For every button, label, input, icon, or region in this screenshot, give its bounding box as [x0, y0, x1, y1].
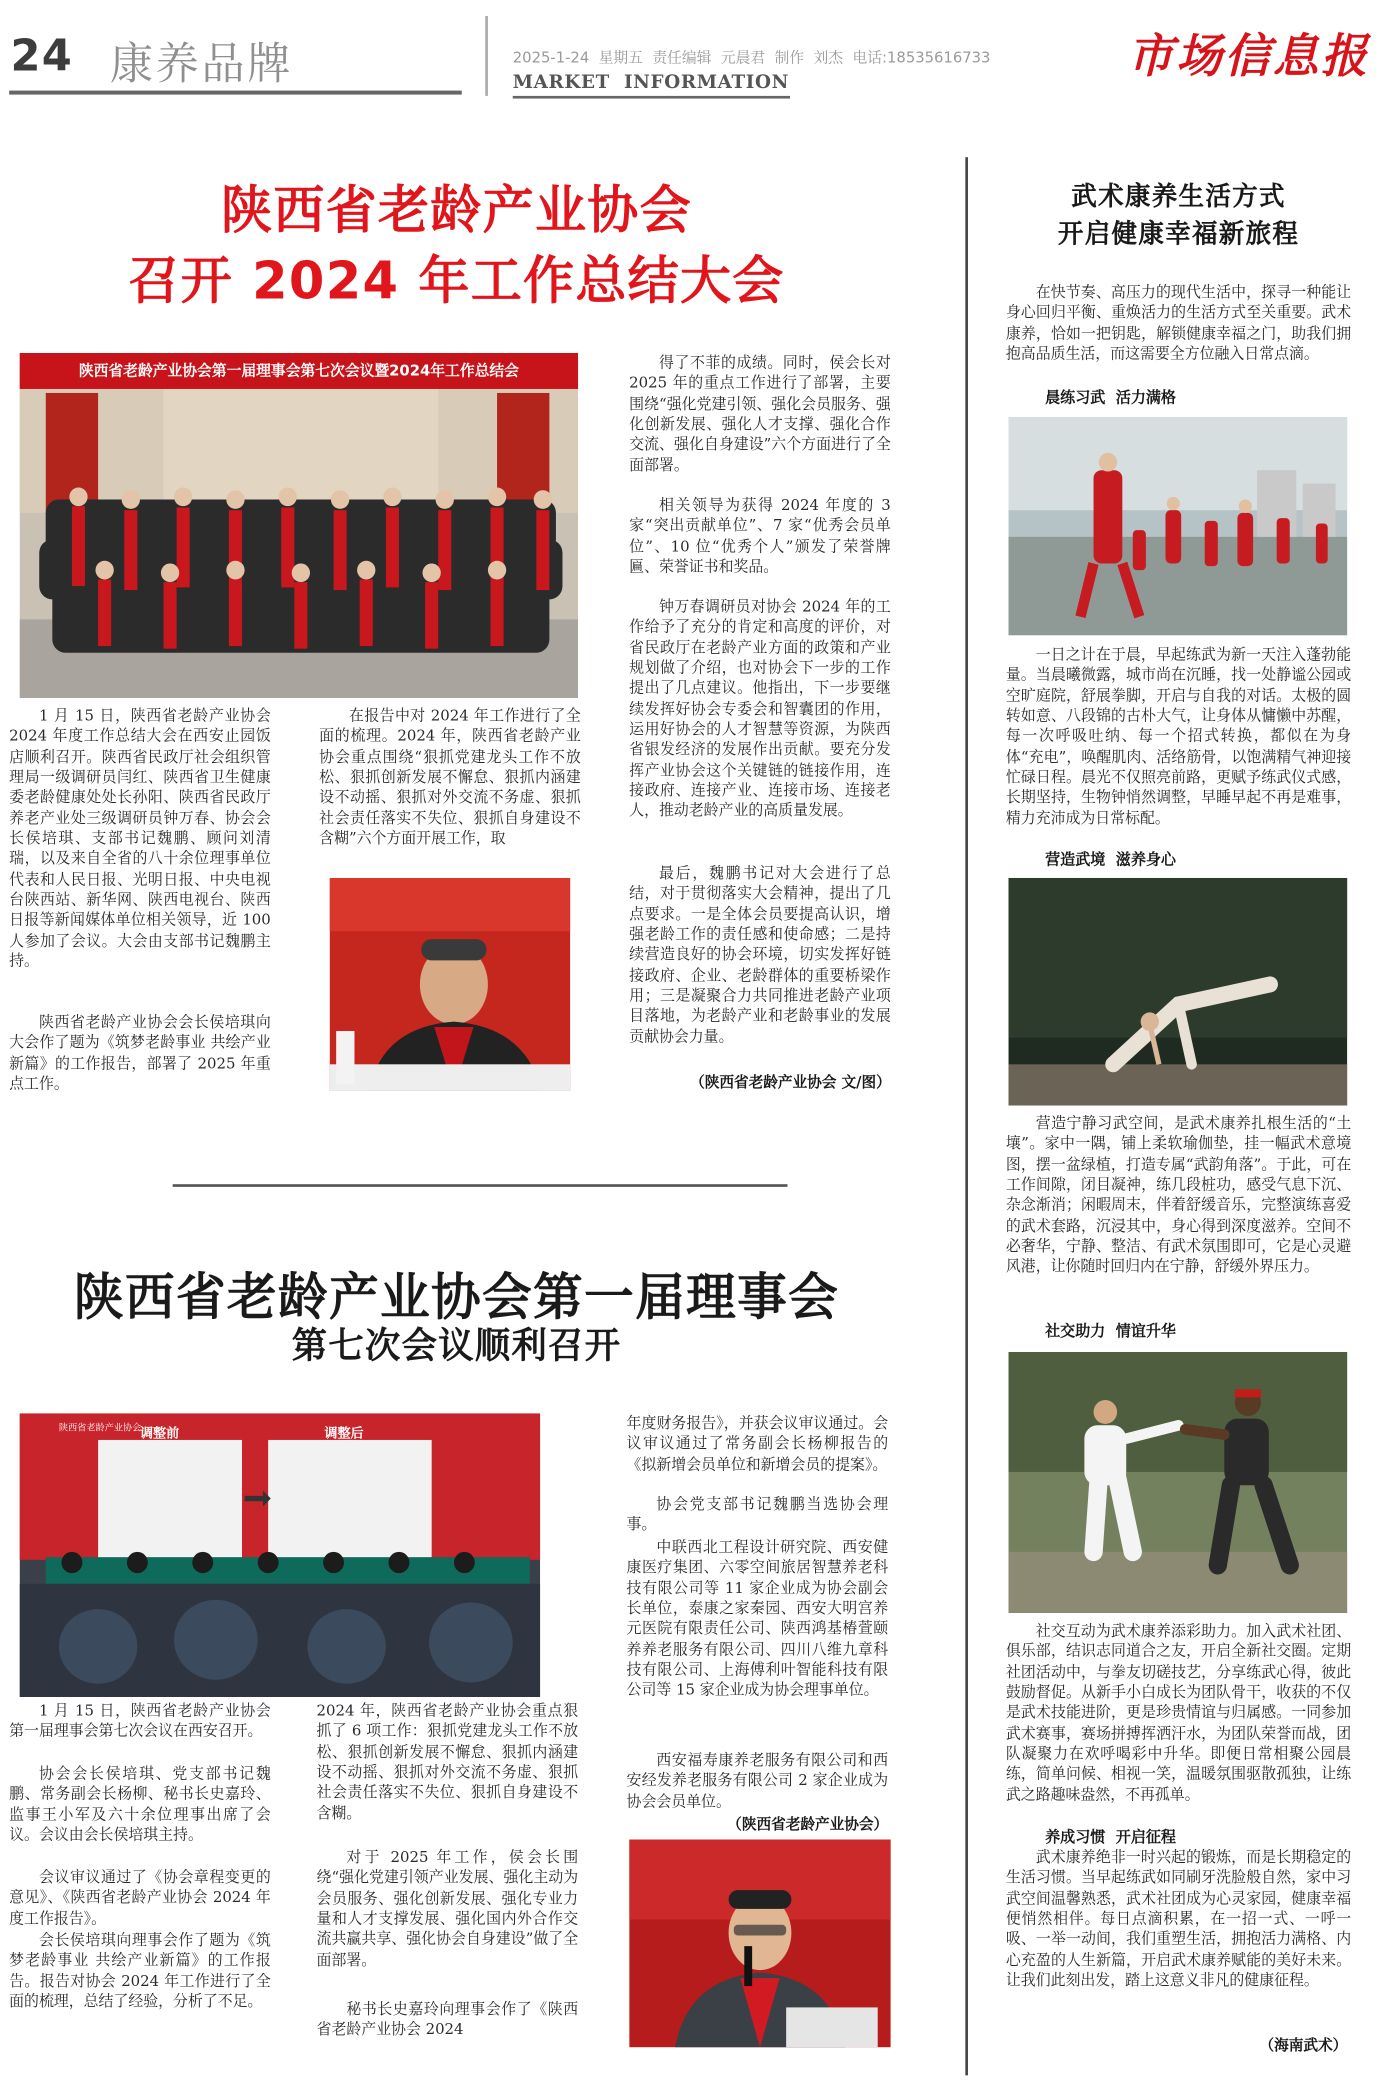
- group-photo: [20, 353, 579, 698]
- article3-subheading-4: 养成习惯 开启征程: [1045, 1827, 1176, 1847]
- section-title: 康养品牌: [109, 37, 294, 90]
- header-english: MARKET INFORMATION: [512, 71, 789, 94]
- article2-paragraph-3: 会议审议通过了《协会章程变更的意见》、《陕西省老龄产业协会 2024 年度工作报告》。: [9, 1867, 271, 1928]
- article1-paragraph-5: 相关领导为获得 2024 年度的 3 家“突出贡献单位”、7 家“优秀会员单位”、10 位“优秀个人”颁发了荣誉牌匾、荣誉证书和奖品。: [629, 495, 891, 576]
- meeting-photo: [20, 1413, 541, 1697]
- article2-credit: （陕西省老龄产业协会）: [727, 1815, 889, 1833]
- article1-paragraph-4: 得了不菲的成绩。同时，侯会长对 2025 年的重点工作进行了部署，主要围绕“强化党建引领、强化会员服务、强化创新发展、强化人才支撑、强化合作交流、强化自身建设”六个方面进行了全面部署。: [629, 352, 891, 474]
- article3-paragraph-4: 武术康养绝非一时兴起的锻炼，而是长期稳定的生活习惯。当早起练武如同刷牙洗脸般自然，家中习武空间温馨熟悉，武术社团成为心灵家园，健康幸福便悄然相伴。每日点滴积累，在一招一式、一呼一吸、一举一动间，我们重塑生活，拥抱活力满格、内心充盈的人生新篇，开启武术康养赋能的美好未来。让我们此刻出发，踏上这意义非凡的健康征程。: [1005, 1847, 1352, 1989]
- screen-left-label: 调整前: [139, 1426, 180, 1442]
- yoga-photo: [1009, 878, 1348, 1106]
- article3-credit: （海南武术）: [1259, 2036, 1348, 2055]
- article2-paragraph-1: 1 月 15 日，陕西省老龄产业协会第一届理事会第七次会议在西安召开。: [9, 1701, 271, 1741]
- header-meta: 2025-1-24 星期五 责任编辑 元晨君 制作 刘杰 电话:18535616733: [512, 49, 991, 67]
- speaker-photo-1: [330, 878, 571, 1091]
- group-photo-banner-text: 陕西省老龄产业协会第一届理事会第七次会议暨2024年工作总结会: [78, 362, 519, 380]
- article2-paragraph-7: 秘书长史嘉玲向理事会作了《陕西省老龄产业协会 2024: [316, 1999, 579, 2039]
- newspaper-logo: 市场信息报: [1127, 29, 1370, 84]
- article3-title-line2: 开启健康幸福新旅程: [1057, 218, 1300, 250]
- article3-subheading-1: 晨练习武 活力满格: [1045, 387, 1176, 407]
- article2-paragraph-11: 西安福寿康养老服务有限公司和西安经发养老服务有限公司 2 家企业成为协会会员单位。: [626, 1750, 889, 1810]
- screen-right-label: 调整后: [324, 1426, 364, 1442]
- group-photo-image: [20, 353, 579, 698]
- header-divider: [485, 16, 488, 96]
- header-right-rule: [513, 96, 790, 99]
- article1-paragraph-1: 1 月 15 日，陕西省老龄产业协会 2024 年度工作总结大会在西安止园饭店顺利召开。陕西省民政厅社会组织管理局一级调研员闫红、陕西省卫生健康委老龄健康处处长孙阳、陕西省民政厅养老产业处三级调研员钟万春、协会会长侯培琪、支部书记魏鹏、顾问刘清瑞，以及来自全省的八十余位理事单位代表和人民日报、光明日报、中央电视台陕西站、新华网、陕西电视台、陕西日报等新闻媒体单位相关领导，近 100 人参加了会议。大会由支部书记魏鹏主持。: [9, 705, 271, 970]
- article1-credit: （陕西省老龄产业协会 文/图）: [690, 1073, 891, 1091]
- article3-title-line1: 武术康养生活方式: [1071, 181, 1286, 212]
- article1-title-line2: 召开 2024 年工作总结大会: [128, 251, 785, 312]
- column-divider: [965, 157, 968, 2075]
- speaker-photo-2: [629, 1840, 891, 2048]
- article3-paragraph-1: 一日之计在于晨，早起练武为新一天注入蓬勃能量。当晨曦微露，城市尚在沉睡，找一处静谧公园或空旷庭院，舒展拳脚，开启与自我的对话。太极的圆转如意、八段锦的古朴大气，让身体从慵懒中苏醒，每一次呼吸吐纳、每一个招式转换，都似在为身体“充电”，唤醒肌肉、活络筋骨，以饱满精气神迎接忙碌日程。晨光不仅照亮前路，更赋予练武仪式感，长期坚持，生物钟悄然调整，早睡早起不再是难事，精力充沛成为日常标配。: [1005, 644, 1352, 827]
- article1-paragraph-6: 钟万春调研员对协会 2024 年的工作给予了充分的肯定和高度的评价，对省民政厅在老龄产业方面的政策和产业规划做了介绍，也对协会下一步的工作提出了几点建议。他指出，下一步要继续发挥好协会专委会和智囊团的作用，运用好协会的人才智慧等资源，为陕西省银发经济的发展作出贡献。要充分发挥产业协会这个关键链的链接作用，连接政府、连接产业、连接市场、连接老人，推动老龄产业的高质量发展。: [629, 596, 891, 820]
- article3-paragraph-2: 营造宁静习武空间，是武术康养扎根生活的“土壤”。家中一隅，铺上柔软瑜伽垫，挂一幅武术意境图，摆一盆绿植，打造专属“武韵角落”。于此，可在工作间隙，闭目凝神，练几段桩功，感受气息下沉、杂念渐消；闲暇周末，伴着舒缓音乐，完整演练喜爱的武术套路，沉浸其中，身心得到深度滋养。空间不必奢华，宁静、整洁、有武术氛围即可，它是心灵避风港，让你随时回归内在宁静，舒缓外界压力。: [1005, 1113, 1352, 1276]
- sparring-photo: [1009, 1352, 1348, 1613]
- article2-paragraph-10: 中联西北工程设计研究院、西安健康医疗集团、六零空间旅居智慧养老科技有限公司等 11 家企业成为协会副会长单位，泰康之家秦园、西安大明宫养元医院有限责任公司、陕西鸿基椿萱颐养养老服务有限公司、四川八维九章科技有限公司、上海傅利叶智能科技有限公司等 15 家企业成为协会理事单位。: [626, 1537, 889, 1699]
- article2-paragraph-2: 协会会长侯培琪、党支部书记魏鹏、常务副会长杨柳、秘书长史嘉玲、监事王小军及六十余位理事出席了会议。会议由会长侯培琪主持。: [9, 1763, 271, 1844]
- tai-chi-photo-image: [1009, 417, 1348, 635]
- header-left-rule: [9, 91, 462, 95]
- tai-chi-photo: [1009, 417, 1348, 635]
- article1-paragraph-3: 在报告中对 2024 年工作进行了全面的梳理。2024 年，陕西省老龄产业协会重点围绕“狠抓党建龙头工作不放松、狠抓创新发展不懈怠、狠抓内涵建设不动摇、狠抓对外交流不务虚、狠抓社会责任落实不失位、狠抓自身建设不含糊”六个方面开展工作，取: [319, 705, 581, 848]
- article-separator: [173, 1184, 788, 1187]
- group-photo-banner: [20, 353, 579, 389]
- article2-paragraph-6: 对于 2025 年工作，侯会长围绕“强化党建引领产业发展、强化主动为会员服务、强化创新发展、强化专业力量和人才支撑发展、强化国内外合作交流共赢共享、强化协会自身建设”做了全面部署。: [316, 1847, 579, 1969]
- page-number: 24: [10, 29, 74, 82]
- article3-intro: 在快节奏、高压力的现代生活中，探寻一种能让身心回归平衡、重焕活力的生活方式至关重要。武术康养，恰如一把钥匙，解锁健康幸福之门，助我们拥抱高品质生活，而这需要全方位融入日常点滴。: [1005, 282, 1352, 363]
- article2-paragraph-5: 2024 年，陕西省老龄产业协会重点狠抓了 6 项工作：狠抓党建龙头工作不放松、狠抓创新发展不懈怠、狠抓内涵建设不动摇、狠抓对外交流不务虚、狠抓社会责任落实不失位、狠抓自身建设不含糊。: [316, 1701, 579, 1822]
- speaker-photo-1-image: [330, 878, 571, 1091]
- article2-paragraph-9: 协会党支部书记魏鹏当选协会理事。: [626, 1494, 889, 1534]
- article1-title-line1: 陕西省老龄产业协会: [221, 181, 692, 242]
- article2-paragraph-8: 年度财务报告》，并获会议审议通过。会议审议通过了常务副会长杨柳报告的《拟新增会员单位和新增会员的提案》。: [626, 1413, 889, 1473]
- meeting-photo-image: [20, 1413, 541, 1697]
- speaker-photo-2-image: [629, 1840, 891, 2048]
- article2-title-line1: 陕西省老龄产业协会第一届理事会: [73, 1268, 840, 1327]
- article1-paragraph-7: 最后，魏鹏书记对大会进行了总结，对于贯彻落实大会精神，提出了几点要求。一是全体会员要提高认识，增强老龄工作的责任感和使命感；二是持续营造良好的协会环境，切实发挥好链接政府、企业、老龄群体的重要桥梁作用；三是凝聚合力共同推进老龄产业项目落地，为老龄产业和老龄事业的发展贡献协会力量。: [629, 863, 891, 1046]
- sparring-photo-image: [1009, 1352, 1348, 1613]
- article2-title-line2: 第七次会议顺利召开: [291, 1325, 622, 1367]
- article2-paragraph-4: 会长侯培琪向理事会作了题为《筑梦老龄事业 共绘产业新篇》的工作报告。报告对协会 2024 年工作进行了全面的梳理，总结了经验，分析了不足。: [9, 1930, 271, 2011]
- article3-subheading-3: 社交助力 情谊升华: [1045, 1321, 1176, 1341]
- meeting-photo-logo: 陕西省老龄产业协会: [58, 1422, 142, 1434]
- yoga-photo-image: [1009, 878, 1348, 1106]
- article1-paragraph-2: 陕西省老龄产业协会会长侯培琪向大会作了题为《筑梦老龄事业 共绘产业新篇》的工作报告，部署了 2025 年重点工作。: [9, 1012, 271, 1093]
- article3-subheading-2: 营造武境 滋养身心: [1045, 849, 1176, 869]
- article3-paragraph-3: 社交互动为武术康养添彩助力。加入武术社团、俱乐部，结识志同道合之友，开启全新社交圈。定期社团活动中，与拳友切磋技艺，分享练武心得，彼此鼓励督促。从新手小白成长为团队骨干，收获的不仅是武术技能进阶，更是珍贵情谊与归属感。一同参加武术赛事，赛场拼搏挥洒汗水，为团队荣誉而战，团队凝聚力在欢呼喝彩中升华。即便日常相聚公园晨练，简单问候、相视一笑，温暖氛围驱散孤独，让练武之路趣味盎然，不再孤单。: [1005, 1621, 1352, 1804]
